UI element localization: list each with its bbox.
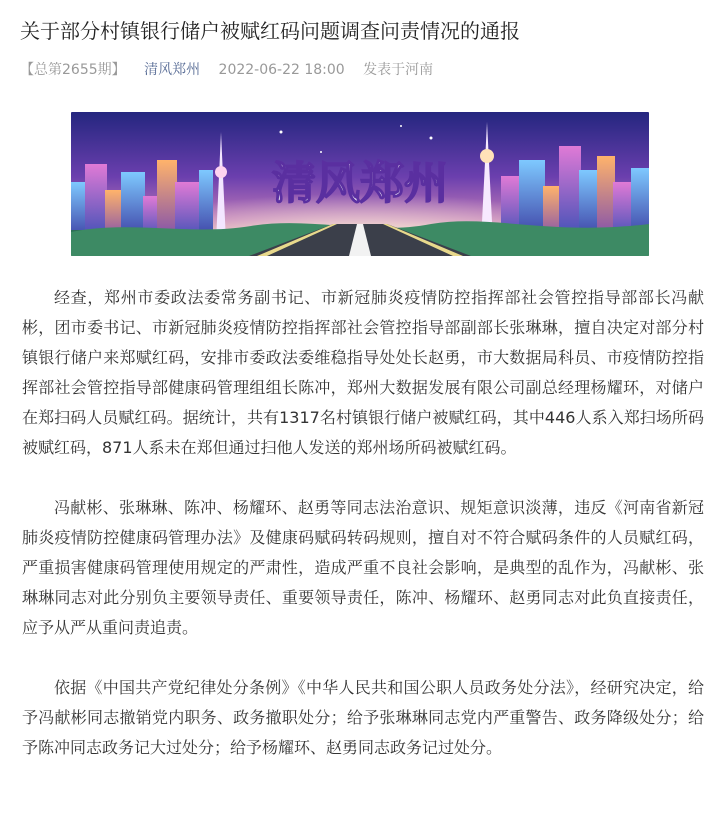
issue-number: 【总第2655期】 — [20, 62, 126, 78]
banner-title: 清风郑州 — [272, 158, 448, 209]
article-title: 关于部分村镇银行储户被赋红码问题调查问责情况的通报 — [20, 19, 520, 43]
article-meta — [20, 58, 447, 82]
banner-illustration — [71, 112, 649, 256]
paragraph-findings: 经查，郑州市委政法委常务副书记、市新冠肺炎疫情防控指挥部社会管控指导部部长冯献彬，团市委书记、市新冠肺炎疫情防控指挥部社会管控指导部副部长张琳琳，擅自决定对部分村镇银行储户来郑赋红码，安排市委政法委维稳指导处处长赵勇，市大数据局科员、市疫情防控指挥部社会管控指导部健康码管理组组长陈冲，郑州大数据发展有限公司副总经理杨耀环，对储户在郑扫码人员赋红码。据统计，共有1317名村镇银行储户被赋红码，其中446人系入郑扫场所码被赋红码，871人系未在郑但通过扫他人发送的郑州场所码被赋红码。 — [22, 288, 704, 457]
publish-location: 发表于河南 — [363, 62, 434, 78]
paragraph-violations: 冯献彬、张琳琳、陈冲、杨耀环、赵勇等同志法治意识、规矩意识淡薄，违反《河南省新冠肺炎疫情防控健康码管理办法》及健康码赋码转码规则，擅自对不符合赋码条件的人员赋红码，严重损害健康码管理使用规定的严肃性，造成严重不良社会影响，是典型的乱作为，冯献彬、张琳琳同志对此分别负主要领导责任、重要领导责任，陈冲、杨耀环、赵勇同志对此负直接责任，应予从严从重问责追责。 — [22, 498, 704, 637]
article-body — [22, 283, 704, 763]
author-link[interactable]: 清风郑州 — [144, 62, 201, 78]
paragraph-decision: 依据《中国共产党纪律处分条例》《中华人民共和国公职人员政务处分法》，经研究决定，给予冯献彬同志撤销党内职务、政务撤职处分；给予张琳琳同志党内严重警告、政务降级处分；给予陈冲同志政务记大过处分；给予杨耀环、赵勇同志政务记过处分。 — [22, 678, 704, 757]
banner-image — [71, 112, 649, 256]
publish-datetime: 2022-06-22 18:00 — [218, 62, 345, 78]
